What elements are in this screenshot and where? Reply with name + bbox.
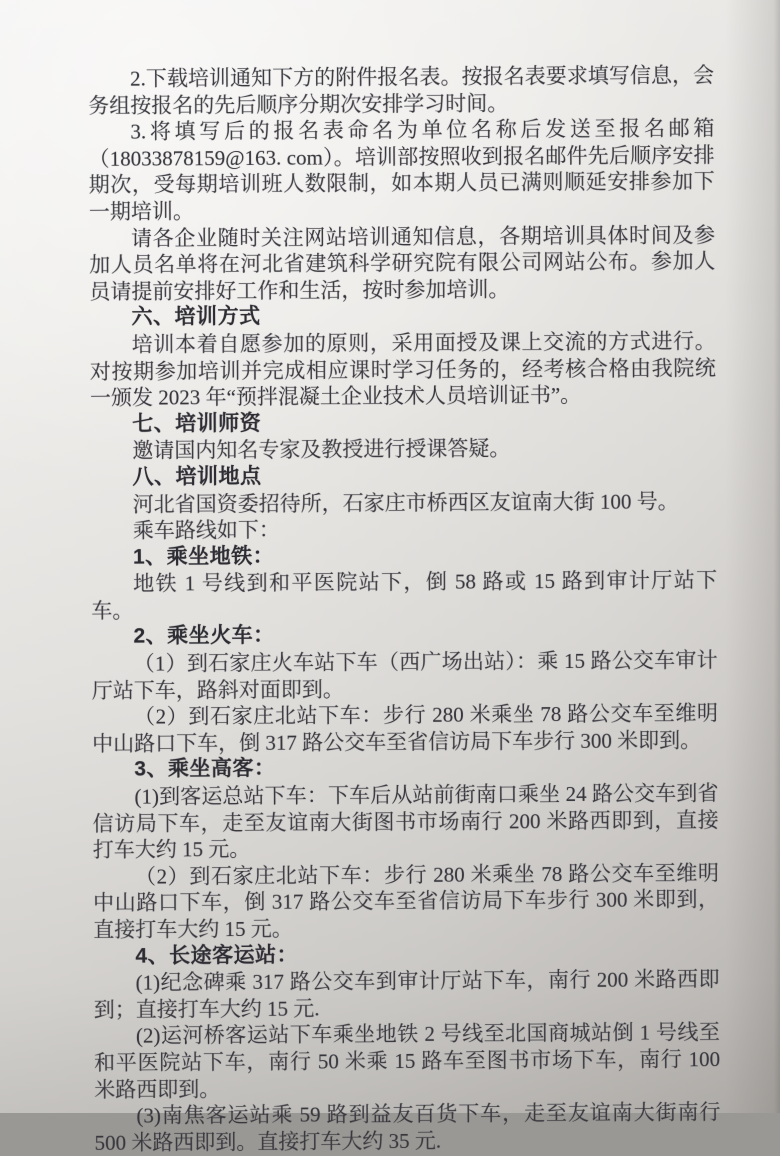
paragraph: 3.将填写后的报名表命名为单位名称后发送至报名邮箱（18033878159@163. com）。培训部按照收到报名邮件先后顺序安排期次，受每期培训班人数限制，如本期人员已满则顺延安排参加下一期培训。 — [88, 116, 715, 224]
paragraph: (2)运河桥客运站下车乘坐地铁 2 号线至北国商城站倒 1 号线至和平医院站下车，南行 50 米乘 15 路车至图书市场下车，南行 100 米路西即到。 — [94, 1020, 721, 1102]
paragraph: (3)南焦客运站乘 59 路到益友百货下车，走至友谊南大街南行 500 米路西即到。直接打车大约 35 元. — [94, 1100, 721, 1155]
document-body — [88, 62, 721, 1156]
paragraph: 地铁 1 号线到和平医院站下，倒 58 路或 15 路到审计厅站下车。 — [91, 568, 718, 623]
paragraph: 培训本着自愿参加的原则，采用面授及课上交流的方式进行。对按期参加培训并完成相应课时学习任务的，经考核合格由我院统一颁发 2023 年“预拌混凝土企业技术人员培训证书”。 — [89, 329, 716, 411]
paragraph: 2.下载培训通知下方的附件报名表。按报名表要求填写信息，会务组按报名的先后顺序分期次安排学习时间。 — [88, 63, 715, 118]
paragraph: （2）到石家庄北站下车：步行 280 米乘坐 78 路公交车至维明中山路口下车，倒 317 路公交车至省信访局下车步行 300 米即到。 — [92, 701, 719, 756]
section-heading: 1、乘坐地铁： — [132, 544, 275, 569]
section-heading: 2、乘坐火车： — [133, 624, 275, 649]
section-heading: 七、培训师资 — [132, 411, 262, 436]
section-heading: 六、培训方式 — [131, 305, 261, 329]
paragraph: 河北省国资委招待所，石家庄市桥西区友谊南大街 100 号。 — [132, 488, 679, 517]
paragraph: 邀请国内知名专家及教授进行授课答疑。 — [132, 436, 511, 463]
section-heading: 3、乘坐高客： — [134, 757, 276, 782]
paragraph: （1）到石家庄火车站下车（西广场出站）：乘 15 路公交车审计厅站下车，路斜对面即到。 — [91, 648, 718, 703]
paragraph: (1)到客运总站下车：下车后从站前街南口乘坐 24 路公交车到省信访局下车，走至友谊南大街图书市场南行 200 米路西即到，直接打车大约 15 元。 — [92, 781, 719, 863]
paragraph: 请各企业随时关注网站培训通知信息，各期培训具体时间及参加人员名单将在河北省建筑科学研究院有限公司网站公布。参加人员请提前安排好工作和生活，按时参加培训。 — [89, 222, 716, 304]
paragraph: （2）到石家庄北站下车：步行 280 米乘坐 78 路公交车至维明中山路口下车，倒 317 路公交车至省信访局下车步行 300 米即到，直接打车大约 15 元。 — [93, 860, 720, 942]
paragraph: 乘车路线如下： — [132, 517, 280, 543]
section-heading: 八、培训地点 — [132, 464, 262, 489]
paragraph: (1)纪念碑乘 317 路公交车到审计厅站下车，南行 200 米路西即到；直接打车大约 15 元. — [93, 967, 720, 1022]
section-heading: 4、长途客运站： — [135, 943, 299, 968]
